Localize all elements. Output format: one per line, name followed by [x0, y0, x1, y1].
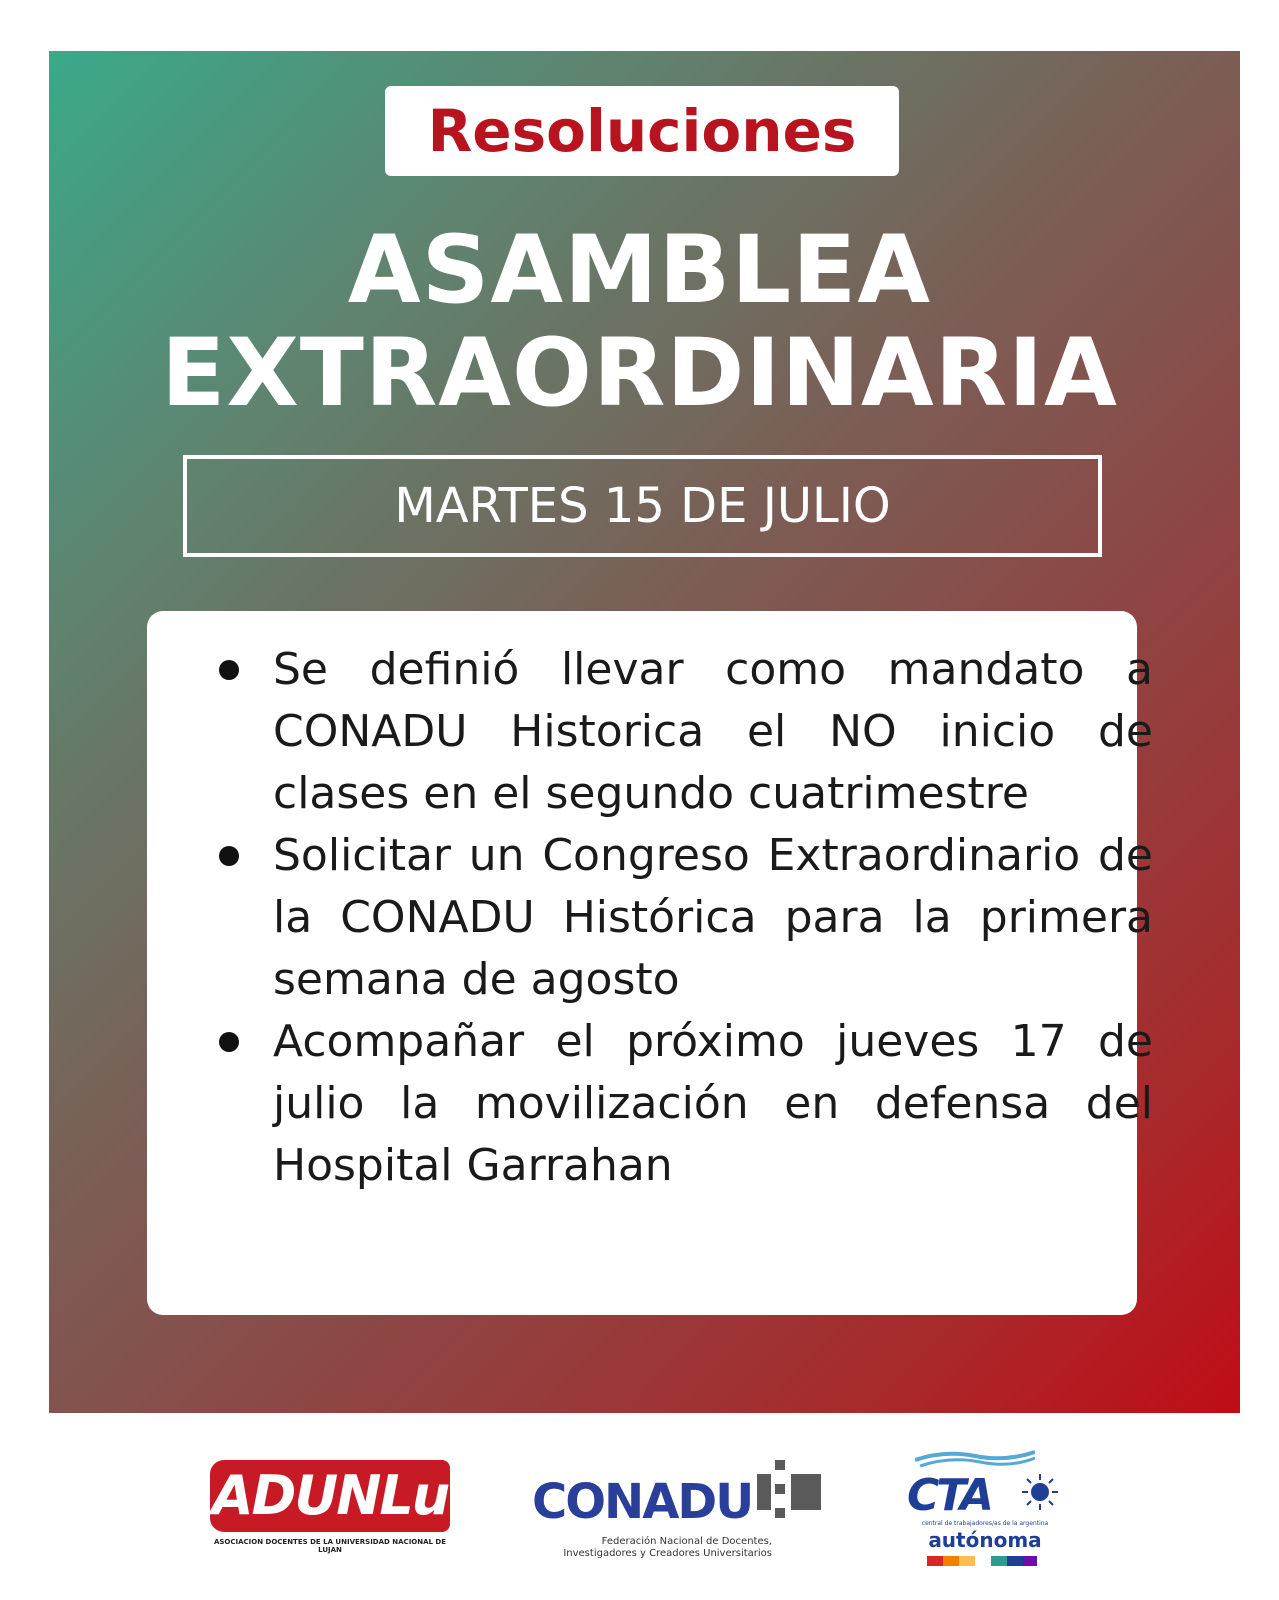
resolutions-list	[273, 639, 1153, 1197]
resolution-text: Se definió llevar como mandato a CONADU Historica el NO inicio de clases en el segundo cuatrimestre	[273, 644, 1153, 819]
bullet-icon	[219, 660, 239, 680]
resolution-item	[273, 825, 1153, 1011]
resolution-text: Solicitar un Congreso Extraordinario de la CONADU Histórica para la primera semana de agosto	[273, 830, 1153, 1005]
resolutions-card	[147, 611, 1153, 1315]
cta-wave-icon	[915, 1448, 1035, 1468]
conadu-wordmark: CONADU	[532, 1474, 753, 1530]
bullet-icon	[219, 846, 239, 866]
wiphala-stripe-icon	[927, 1556, 1037, 1566]
conadu-h-icon	[757, 1452, 827, 1532]
adunlu-subtitle: ASOCIACION DOCENTES DE LA UNIVERSIDAD NACIONAL DE LUJAN	[213, 1538, 447, 1554]
cta-logo	[905, 1448, 1075, 1568]
resolution-item	[273, 1011, 1153, 1197]
date-box	[183, 455, 1102, 557]
cta-wordmark: CTA	[907, 1470, 991, 1521]
resolution-item	[273, 639, 1153, 825]
cta-subtitle: central de trabajadores/as de la argentina	[921, 1520, 1049, 1527]
conadu-logo	[532, 1452, 832, 1562]
conadu-subtitle-line-1: Federación Nacional de Docentes,	[601, 1536, 772, 1547]
adunlu-wordmark: ADUNLu	[210, 1460, 450, 1532]
date-text: MARTES 15 DE JULIO	[394, 478, 891, 534]
cta-variant: autónoma	[928, 1528, 1042, 1552]
bullet-icon	[219, 1032, 239, 1052]
resoluciones-label: Resoluciones	[385, 86, 899, 176]
title-line-2: EXTRAORDINARIA	[161, 319, 1118, 428]
sun-icon	[1020, 1472, 1060, 1512]
footer-logos	[0, 1440, 1279, 1600]
conadu-subtitle-line-2: Investigadores y Creadores Universitarios	[563, 1548, 772, 1559]
resolution-text: Acompañar el próximo jueves 17 de julio la movilización en defensa del Hospital Garrahan	[273, 1016, 1153, 1191]
conadu-subtitle	[532, 1536, 772, 1560]
title-line-1: ASAMBLEA	[347, 216, 932, 325]
adunlu-logo	[210, 1460, 450, 1560]
